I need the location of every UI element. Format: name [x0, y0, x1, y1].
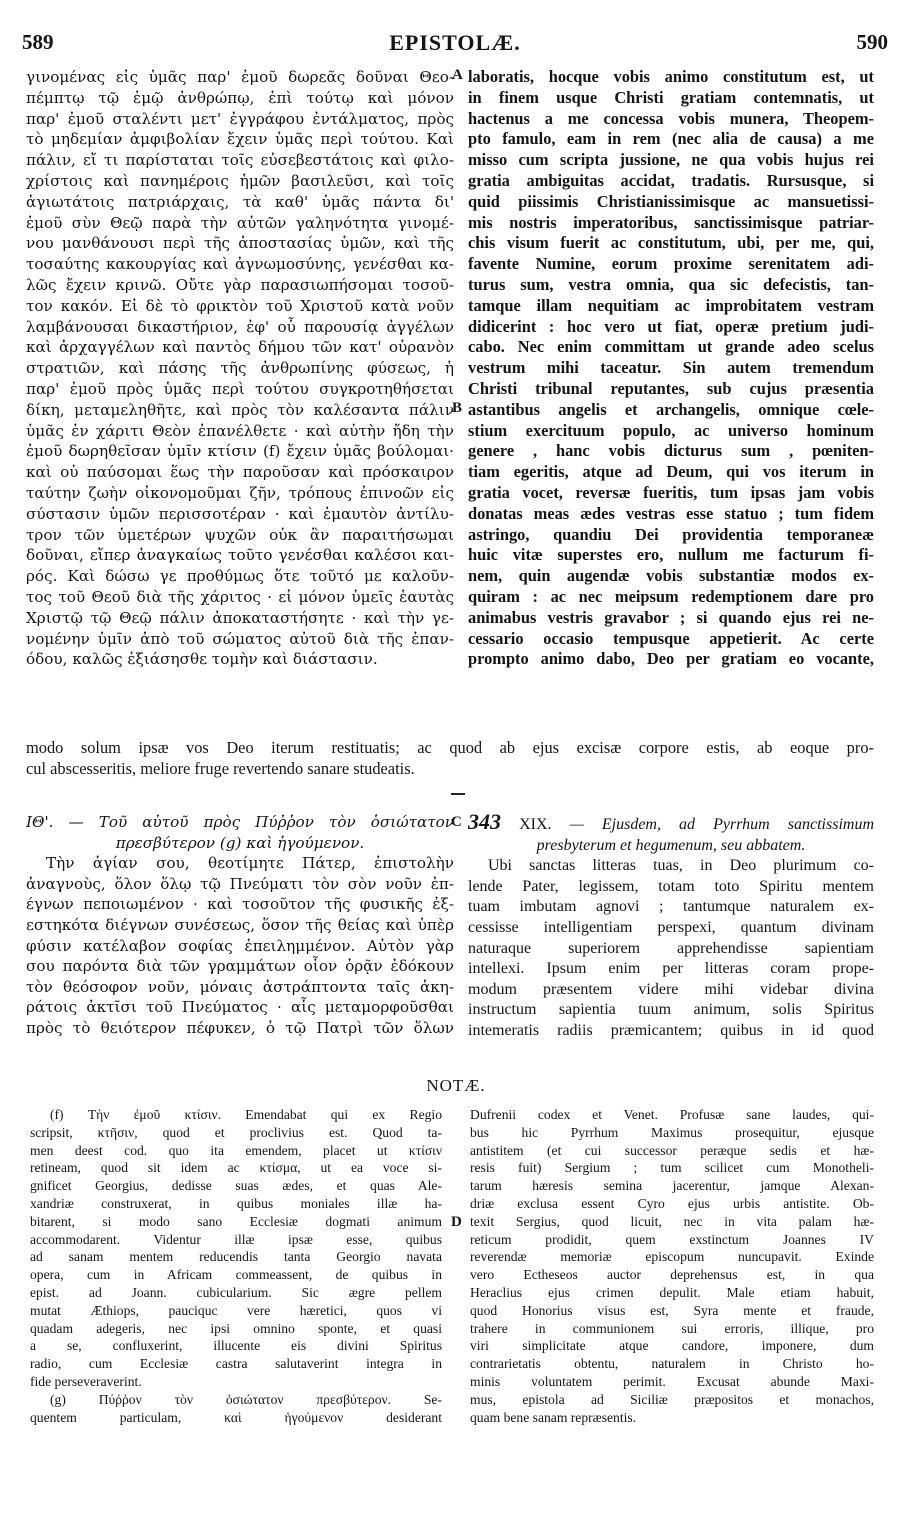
latin-section-line: instructum sapientia tuum animum, solis Spiritus	[468, 1001, 874, 1019]
greek-section-number: ΙΘ'.	[26, 813, 54, 831]
latin-text-line: in finem usque Christi gratiam contemnatis, ut	[468, 87, 874, 107]
note-line: quentem particulam, καὶ ἡγούμενον desiderant	[30, 1409, 442, 1425]
latin-spanning-line: modo solum ipsæ vos Deo iterum restituatis; ac quod ab ejus excisæ corpore estis, ab eoque pro-	[26, 738, 874, 757]
notes-heading: NOTÆ.	[426, 1076, 486, 1095]
note-line: scripsit, κτῆσιν, quod et proclivius est. Quod ta-	[30, 1124, 442, 1140]
margin-letter-b: B	[452, 400, 463, 416]
latin-text-line: pto famulo, eam in rem (nec alia de causa) a me	[468, 129, 874, 149]
note-line: quadam adegeris, nec ipsi omnino sponte, et quasi	[30, 1320, 442, 1336]
latin-text-line: mis nostris imperatoribus, sanctissimisque patriar-	[468, 212, 874, 232]
latin-text-line: turus sum, vestra omnia, qua sic defecistis, tan-	[468, 274, 874, 294]
greek-text-line: καὶ οὐ παύσομαι ἕως τὴν παροῦσαν καὶ πρόσκαιρον	[26, 463, 454, 482]
latin-spanning-line: cul abscesseritis, meliore fruge revertendo sanare studeatis.	[26, 758, 415, 778]
note-line: trahere in communionem sui erroris, illique, pro	[470, 1320, 874, 1336]
latin-section-line: intellexi. Ipsum enim per litteras coram prope-	[468, 960, 874, 978]
greek-text-line: τος τοῦ Θεοῦ διὰ τῆς χάριτος · εἰ μόνον ὑμεῖς ἑαυτὰς	[26, 587, 454, 606]
note-line: epist. ad Joann. cubicularium. Sic ægre pellem	[30, 1284, 442, 1300]
latin-column-main	[468, 67, 874, 670]
note-line: (f) Τὴν ἐμοῦ κτίσιν. Emendabat qui ex Regio	[50, 1107, 442, 1122]
greek-text-line: τον κακόν. Εἰ δὲ τὸ φρικτὸν τοῦ Χριστοῦ κατὰ νοῦν	[26, 296, 454, 315]
latin-text-line: gratia ambiguitas accidat, tradatis. Rursusque, si	[468, 170, 874, 190]
latin-section-body	[468, 856, 874, 1041]
column-number: 343	[468, 812, 501, 834]
note-line: opera, cum in Africam commeassent, de quibus in	[30, 1267, 442, 1283]
latin-text-line: astringo, quandiu Dei providentia temporaneæ	[468, 524, 874, 544]
greek-section-line: έγνων πεποιωμένον · καὶ τοσοῦτον τῆς φυσικῆς ἐξ-	[26, 895, 454, 914]
note-line: bitarent, si modo sano Ecclesiæ dogmati animum	[30, 1213, 442, 1229]
latin-text-line: stium exercituum populo, ac universo hominum	[468, 420, 874, 440]
greek-text-line: λαμβάνουσαι δικαστήριον, ἐφ' οὗ παρουσίᾳ ἀγγέλων	[26, 317, 454, 336]
greek-section-line: τὸν θεόσοφον νοῦν, μόναις ἀστράπτοντα ταῖς ἀκη-	[26, 977, 454, 996]
greek-text-line: ἁγιωτάτοις πατριάρχαις, τὰ καθ' ὑμᾶς πάντα δι'	[26, 192, 454, 211]
note-line: fide perseveraverint.	[30, 1373, 142, 1389]
latin-text-line: laboratis, hocque vobis animo constitutum est, ut	[468, 67, 874, 86]
note-line: viri simplicitate atque candore, imponere, dum	[470, 1338, 874, 1354]
greek-text-line: νομένην ὑμῖν ἀπὸ τοῦ σώματος αὐτοῦ διὰ τῆς ἐπαν-	[26, 629, 454, 648]
greek-text-line: πάλιν, εἴ τι παρίσταται τοῖς εὐσεβεστάτοις καὶ φιλο-	[26, 151, 454, 170]
note-line: reticum prodidit, quem exstinctum Joannes IV	[470, 1231, 874, 1247]
latin-text-line: chis visum fuerit ac constitutum, ubi, per me, qui,	[468, 233, 874, 253]
margin-letter-c: C	[451, 814, 462, 830]
note-line: contrarietatis obtentu, naturalem in Christo ho-	[470, 1356, 874, 1372]
greek-section-line: ἀναγνοὺς, ὅλον ὅλῳ τῷ Πνεύματι τὸν σὸν νοῦν ἐπ-	[26, 874, 454, 893]
column-divider-mark	[451, 793, 465, 795]
note-line: resis fuit) Sergium ; tum scilicet cum Monotheli-	[470, 1160, 874, 1176]
greek-text-line: τοσαύτης κακουργίας καὶ ἀγνωμοσύνης, γενέσθαι κα-	[26, 255, 454, 274]
greek-section-title-text: — Τοῦ αὐτοῦ πρὸς Πύῤῥον τὸν ὁσιώτατον	[68, 813, 454, 831]
latin-section-line: cessisse intelligentiam perspexi, quantum divinam	[468, 918, 874, 936]
note-line: gnificet Georgius, dedisse suas ædes, et quas Ale-	[30, 1178, 442, 1194]
greek-text-line: τρον τῶν ὑμετέρων ψυχῶν οὐκ ἂν παραιτήσωμαι	[26, 525, 454, 544]
greek-text-line: δοῦναι, εἴπερ ἀναγκαίως τοῦτο γενέσθαι καλέσοι και-	[26, 546, 454, 565]
greek-section-line: Τὴν ἁγίαν σου, θεοτίμητε Πάτερ, ἐπιστολὴν	[46, 854, 454, 873]
greek-text-line: καὶ ἀρχαγγέλων καὶ παντὸς δήμου τῶν κατ' οὐρανὸν	[26, 338, 454, 357]
note-line: a se, confluxerint, illucente eis divini Spiritus	[30, 1338, 442, 1354]
greek-text-line: παρ' ἐμοῦ πρὸς ὑμᾶς περὶ τούτου συγκροτηθήσεται	[26, 379, 454, 398]
latin-section-number: XIX.	[519, 816, 552, 833]
note-line: retineam, quod sit idem ac κτίσμα, ut ea voce si-	[30, 1160, 442, 1176]
greek-text-line: χρίστοις καὶ πανημέροις ἡμῶν βασιλεῦσι, καὶ τοῖς	[26, 171, 454, 190]
note-line: xandriæ construxerat, in quibus moniales illæ ha-	[30, 1195, 442, 1211]
note-line: radio, cum Ecclesiæ castra salutaverint integra in	[30, 1356, 442, 1372]
note-line: men deest cod. quo ita emendem, placet ut κτίσιν	[30, 1142, 442, 1158]
note-line: (g) Πύῤῥον τὸν ὁσιώτατον πρεσβύτερον. Se-	[50, 1391, 442, 1407]
latin-text-line: prompto animo dabo, Deo per gratiam eo vocante,	[468, 649, 874, 669]
note-line: Heraclius ejus crimen depulit. Male etiam habuit,	[470, 1284, 874, 1300]
margin-letter-a: A	[452, 67, 463, 83]
latin-text-line: gratia vocet, reversæ fueritis, tum ipsas jam vobis	[468, 482, 874, 502]
latin-text-line: quiram : ac nec meipsum redemptionem dare pro	[468, 586, 874, 606]
note-line: reverendæ memoriæ episcopum nuncupavit. Exinde	[470, 1249, 874, 1265]
greek-section-body	[26, 853, 454, 1038]
greek-text-line: τὸ μηδεμίαν ἀμφιβολίαν ἔχειν ὑμᾶς περὶ τούτου. Καὶ	[26, 130, 454, 149]
note-line: Dufrenii codex et Venet. Profusæ sane laudes, qui-	[470, 1107, 874, 1122]
greek-section-line: φύσιν κατέλαβον σοφίας ἐπειλημμένον. Αὐτὸν γὰρ	[26, 936, 454, 955]
latin-text-line: tiam egeritis, atque ad Deum, qui vos iterum in	[468, 462, 874, 482]
note-line: ad sanam mentem reducendis tanta Georgio navata	[30, 1249, 442, 1265]
margin-letter-d: D	[451, 1214, 462, 1230]
greek-text-line: ἐμοῦ σὺν Θεῷ παρὰ τὴν αὐτῶν γαληνότητα γινομέ-	[26, 213, 454, 232]
greek-text-line: ρός. Καὶ δώσω γε προθύμως ὅτε τοῦτό με καλοῦν-	[26, 567, 454, 586]
latin-text-line: misso cum scripta jussione, ne qua vobis hujus rei	[468, 150, 874, 170]
latin-section-line: intemeratis radiis præmicantem; quibus in id quod	[468, 1021, 874, 1039]
notes-column-right	[470, 1106, 874, 1426]
latin-section-line: tuam imbutam agnovi ; tantumque naturalem ex-	[468, 898, 874, 916]
greek-text-line: λῶς ἔχειν κρινῶ. Οὔτε γὰρ παρασιωπήσομαι τοσοῦ-	[26, 275, 454, 294]
greek-section-line: εστηκότα διέγνων συνέσεως, ὅσον τῆς θείας καὶ ὑπὲρ	[26, 915, 454, 934]
greek-text-line: ὑμᾶς ἐν χάριτι Θεὸν ἐπανέλθετε · καὶ αὐτὴν ἤδη τὴν	[26, 421, 454, 440]
greek-section-title-1	[26, 812, 454, 833]
greek-text-line: σύστασιν ὑμῶν περισσοτέραν · καὶ ἐμαυτὸν ἀντίλυ-	[26, 504, 454, 523]
greek-letter-section	[26, 812, 454, 1039]
note-line: quod Honorius visus est, Syra mente et fraude,	[470, 1302, 874, 1318]
page-number-left: 589	[22, 30, 54, 54]
greek-text-line: ἐμοῦ δωρηθεῖσαν ὑμῖν κτίσιν (f) ἔχειν ὑμᾶς βούλομαι·	[26, 442, 454, 461]
greek-text-line: στρατιῶν, καὶ πάσης τῆς ἀνθρωπίνης φύσεως, ἡ	[26, 359, 454, 378]
greek-section-line: σου παρόντα διὰ τῶν γραμμάτων οἷον ὁρᾷν ἐδόκουν	[26, 957, 454, 976]
note-line: accommodarent. Videntur illæ ipsæ esse, quibus	[30, 1231, 442, 1247]
latin-text-line: nem, quin augendæ vobis substantiæ modos ex-	[468, 566, 874, 586]
greek-text-line: όδου, καλῶς ἐξιάσησθε τομὴν καὶ διάστασιν.	[26, 650, 378, 669]
latin-text-line: favente Numine, eorum proxime serenitatem adi-	[468, 254, 874, 274]
page-header	[22, 30, 888, 60]
greek-text-line: πέμπτῳ τῷ ἐμῷ ἀνθρώπῳ, ἐπὶ τούτῳ καὶ μόνον	[26, 88, 454, 107]
latin-section-title-text: — Ejusdem, ad Pyrrhum sanctissimum	[569, 816, 874, 833]
latin-text-line: hactenus a me concessa vobis munera, Theopem-	[468, 108, 874, 128]
latin-text-line: huic vitæ superstes ero, nullum me facturum fi-	[468, 545, 874, 565]
latin-letter-section	[468, 812, 874, 1042]
greek-text-line: Χριστῷ τῷ Θεῷ πάλιν ἀποκαταστήσητε · καὶ τὴν γε-	[26, 608, 454, 627]
latin-text-line: cabo. Nec enim committam ut grande adeo scelus	[468, 337, 874, 357]
page-number-right: 590	[856, 30, 888, 54]
note-line: driæ exclusa essent Cyro ejus urbis antistite. Ob-	[470, 1195, 874, 1211]
note-line: quam bene sanam repræsentis.	[470, 1409, 637, 1425]
greek-section-line: πρὸς τὸ θειότερον πέφυκεν, ὁ τῷ Πατρὶ τῶν ὅλων	[26, 1018, 454, 1037]
note-line: tarum hæresis semina jacerentur, jamque Alexan-	[470, 1178, 874, 1194]
latin-spanning-text	[26, 738, 874, 780]
latin-section-line: naturaque superiorem apprehendisse sapientiam	[468, 939, 874, 957]
latin-section-line: lende Pater, legissem, totam toto Spiritu mentem	[468, 877, 874, 895]
latin-text-line: donatas meas ædes vestras esse statuo ; tum fidem	[468, 503, 874, 523]
latin-text-line: animabus vestris gravabor ; si quando ejus rei ne-	[468, 607, 874, 627]
greek-text-line: γινομένας εἰς ὑμᾶς παρ' ἐμοῦ δωρεᾶς δοῦναι Θεο-	[26, 68, 454, 86]
latin-section-line: Ubi sanctas litteras tuas, in Deo plurimum co-	[488, 857, 874, 875]
greek-text-line: νου μανθάνουσι περὶ τῆς ἀποστασίας ὑμῶν, καὶ τῆς	[26, 234, 454, 253]
greek-column-main	[26, 67, 454, 670]
running-title: EPISTOLÆ.	[389, 30, 521, 55]
latin-section-title-2: presbyterum et hegumenum, seu abbatem.	[536, 836, 806, 854]
latin-section-title-1	[468, 812, 874, 836]
latin-section-line: modum præsentem videre mihi videbar divina	[468, 980, 874, 998]
latin-text-line: genere , hanc vobis dicturus sum , pœniten-	[468, 441, 874, 461]
note-line: mus, epistola ad Siciliæ præpositos et monachos,	[470, 1391, 874, 1407]
note-line: mutat Æthiops, pauciquc vere hæretici, quos vi	[30, 1302, 442, 1318]
note-line: bus hic Pyrrhum Maximus prosequitur, ejusque	[470, 1124, 874, 1140]
latin-text-line: cessario occasio tempusque appetierit. Ac certe	[468, 628, 874, 648]
notes-column-left	[30, 1106, 442, 1426]
note-line: vero Ectheseos auctor deprehensus est, in qua	[470, 1267, 874, 1283]
latin-text-line: vestrum mihi taceatur. Sin autem tremendum	[468, 358, 874, 378]
latin-text-line: Christi tribunal reputantes, sub cujus præsentia	[468, 378, 874, 398]
note-line: texit Sergius, quod licuit, nec in vita palam hæ-	[470, 1213, 874, 1229]
greek-text-line: ταύτην ζωὴν οἰκονομοῦμαι ζῆν, τρόπους ἐπινοῶν εἰς	[26, 483, 454, 502]
latin-text-line: quid piissimis Christianissimisque ac mansuetissi-	[468, 191, 874, 211]
latin-text-line: tamque illam nequitiam ac improbitatem vestram	[468, 295, 874, 315]
note-line: minis voluntatem perimit. Excusat abunde Maxi-	[470, 1373, 874, 1389]
latin-text-line: astantibus angelis et archangelis, omnique cœle-	[468, 399, 874, 419]
note-line: antistitem (et cui successor peræque sedis et hæ-	[470, 1142, 874, 1158]
greek-section-title-2: πρεσβύτερον (g) καὶ ἡγούμενον.	[115, 833, 365, 852]
greek-text-line: δίκη, μεταμεληθῆτε, καὶ πρὸς τὸν καλέσαντα πάλιν	[26, 400, 454, 419]
latin-text-line: didicerint : hoc vero ut fiat, operæ pretium judi-	[468, 316, 874, 336]
greek-section-line: ράτοις ἀκτῖσι τοῦ Πνεύματος · αἷς μεταμορφοῦσθαι	[26, 998, 454, 1017]
greek-text-line: παρ' ἐμοῦ σταλέντι μετ' ἐγγράφου ἐντάλματος, πρὸς	[26, 109, 454, 128]
